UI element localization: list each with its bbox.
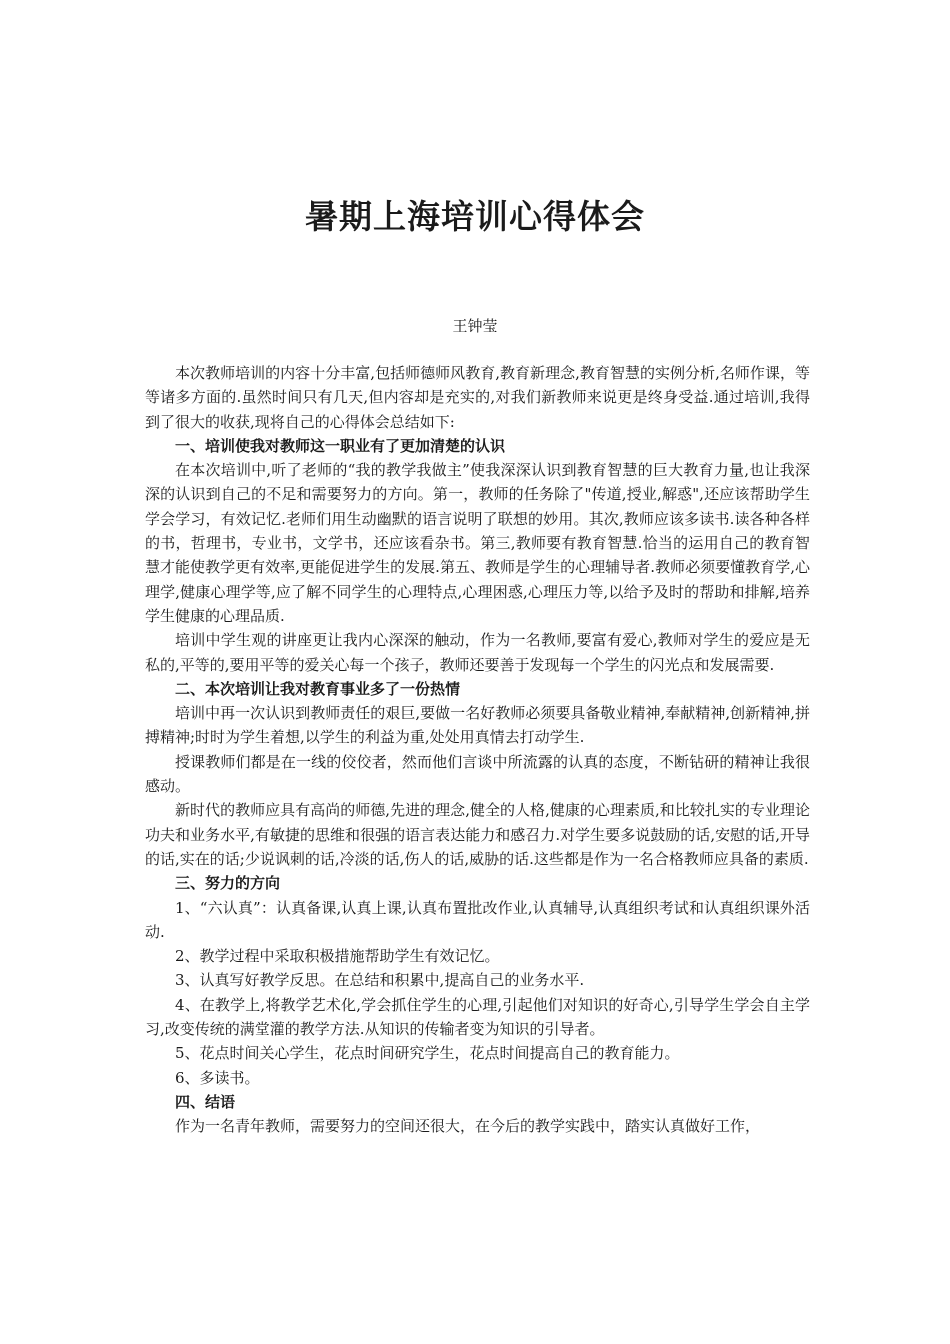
list-item: 4、在教学上,将教学艺术化,学会抓住学生的心理,引起他们对知识的好奇心,引导学生学会自主学习,改变传统的满堂灌的教学方法.从知识的传输者变为知识的引导者。 (145, 995, 810, 1039)
list-item: 1、“六认真”：认真备课,认真上课,认真布置批改作业,认真辅导,认真组织考试和认真组织课外活动. (145, 898, 810, 941)
document-title: 暑期上海培训心得体会 (305, 197, 645, 236)
list-item: 5、花点时间关心学生，花点时间研究学生，花点时间提高自己的教育能力。 (175, 1044, 680, 1063)
list-item: 2、教学过程中采取积极措施帮助学生有效记忆。 (175, 947, 500, 966)
list-item: 3、认真写好教学反思。在总结和积累中,提高自己的业务水平. (175, 971, 585, 990)
section-heading: 一、培训使我对教师这一职业有了更加清楚的认识 (175, 436, 506, 455)
document-author: 王钟莹 (452, 317, 498, 335)
list-item: 6、多读书。 (175, 1068, 260, 1087)
paragraph: 本次教师培训的内容十分丰富,包括师德师风教育,教育新理念,教育智慧的实例分析,名师作课，等等诸多方面的.虽然时间只有几天,但内容却是充实的,对我们新教师来说更是终身受益.通过培训,我得到了很大的收获,现将自己的心得体会总结如下: (145, 364, 810, 431)
paragraph: 培训中学生观的讲座更让我内心深深的触动，作为一名教师,要富有爱心,教师对学生的爱应是无私的,平等的,要用平等的爱关心每一个孩子，教师还要善于发现每一个学生的闪光点和发展需要. (145, 631, 810, 674)
section-heading: 四、结语 (175, 1092, 236, 1111)
paragraph: 作为一名青年教师，需要努力的空间还很大，在今后的教学实践中，踏实认真做好工作， (175, 1117, 761, 1136)
document-body (145, 361, 810, 1139)
paragraph: 培训中再一次认识到教师责任的艰巨,要做一名好教师必须要具备敬业精神,奉献精神,创新精神,拼搏精神;时时为学生着想,以学生的利益为重,处处用真情去打动学生. (145, 704, 810, 747)
paragraph: 新时代的教师应具有高尚的师德,先进的理念,健全的人格,健康的心理素质,和比较扎实的专业理论功夫和业务水平,有敏捷的思维和很强的语言表达能力和感召力.对学生要多说鼓励的话,安慰的话,开导的话,实在的话;少说讽刺的话,冷淡的话,伤人的话,威胁的话.这些都是作为一名合格教师应具备的素质. (145, 801, 810, 868)
paragraph: 在本次培训中,听了老师的“我的教学我做主”使我深深认识到教育智慧的巨大教育力量,也让我深深的认识到自己的不足和需要努力的方向。第一，教师的任务除了"传道,授业,解惑",还应该帮助学生学会学习，有效记忆.老师们用生动幽默的语言说明了联想的妙用。其次,教师应该多读书.读各种各样的书，哲理书，专业书，文学书，还应该看杂书。第三,教师要有教育智慧.恰当的运用自己的教育智慧才能使教学更有效率,更能促进学生的发展.第五、教师是学生的心理辅导者.教师必须要懂教育学,心理学,健康心理学等,应了解不同学生的心理特点,心理困惑,心理压力等,以给予及时的帮助和排解,培养学生健康的心理品质. (145, 461, 810, 625)
paragraph: 授课教师们都是在一线的佼佼者，然而他们言谈中所流露的认真的态度，不断钻研的精神让我很感动。 (145, 752, 810, 796)
section-heading: 二、本次培训让我对教育事业多了一份热情 (175, 679, 461, 698)
section-heading: 三、努力的方向 (175, 874, 281, 893)
